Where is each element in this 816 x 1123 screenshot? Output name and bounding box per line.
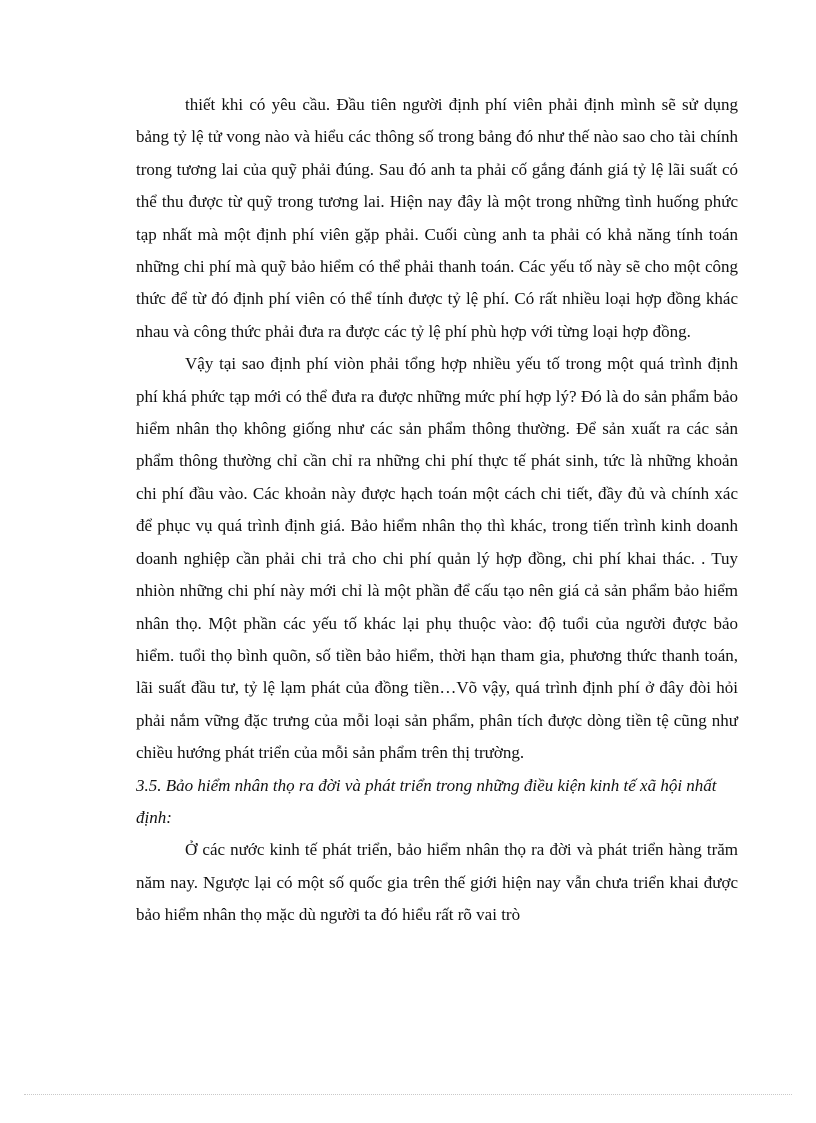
paragraph-2: Vậy tại sao định phí viòn phải tổng hợp nhiều yếu tố trong một quá trình định phí khá phức tạp mới có thể đưa ra được những mức phí hợp lý? Đó là do sản phẩm bảo hiểm nhân thọ không giống như các sản phẩm thông thường. Để sản xuất ra các sản phẩm thông thường chỉ cần chỉ ra những chi phí thực tế phát sinh, tức là những khoản chi phí đầu vào. Các khoản này được hạch toán một cách chi tiết, đầy đủ và chính xác để phục vụ quá trình định giá. Bảo hiểm nhân thọ thì khác, trong tiến trình kinh doanh doanh nghiệp cần phải chi trả cho chi phí quản lý hợp đồng, chi phí khai thác. . Tuy nhiòn những chi phí này mới chỉ là một phần để cấu tạo nên giá cả sản phẩm bảo hiểm nhân thọ. Một phần các yếu tố khác lại phụ thuộc vào: độ tuổi của người được bảo hiểm. tuổi thọ bình quõn, số tiền bảo hiểm, thời hạn tham gia, phương thức thanh toán, lãi suất đầu tư, tỷ lệ lạm phát của đồng tiền…Võ vậy, quá trình định phí ở đây đòi hỏi phải nắm vững đặc trưng của mỗi loại sản phẩm, phân tích được dòng tiền tệ cũng như chiều hướng phát triển của mỗi sản phẩm trên thị trường. — [136, 354, 738, 763]
text-column — [136, 89, 738, 932]
section-heading: 3.5. Bảo hiểm nhân thọ ra đời và phát triển trong những điều kiện kinh tế xã hội nhất định: — [136, 775, 717, 827]
paragraph-3: Ở các nước kinh tế phát triển, bảo hiểm nhân thọ ra đời và phát triển hàng trăm năm nay. Ngược lại có một số quốc gia trên thế giới hiện nay vẫn chưa triển khai được bảo hiểm nhân thọ mặc dù người ta đó hiểu rất rõ vai trò — [136, 840, 738, 925]
page-bottom-divider — [24, 1094, 792, 1095]
paragraph-1: thiết khi có yêu cầu. Đầu tiên người định phí viên phải định mình sẽ sử dụng bảng tỷ lệ tử vong nào và hiểu các thông số trong bảng đó như thế nào sao cho tài chính trong tương lai của quỹ phải đúng. Sau đó anh ta phải cố gắng đánh giá tỷ lệ lãi suất có thể thu được từ quỹ trong tương lai. Hiện nay đây là một trong những tình huống phức tạp nhất mà một định phí viên gặp phải. Cuối cùng anh ta phải có khả năng tính toán những chi phí mà quỹ bảo hiểm có thể phải thanh toán. Các yếu tố này sẽ cho một công thức để từ đó định phí viên có thể tính được tỷ lệ phí. Có rất nhiều loại hợp đồng khác nhau và công thức phải đưa ra được các tỷ lệ phí phù hợp với từng loại hợp đồng. — [136, 95, 738, 341]
